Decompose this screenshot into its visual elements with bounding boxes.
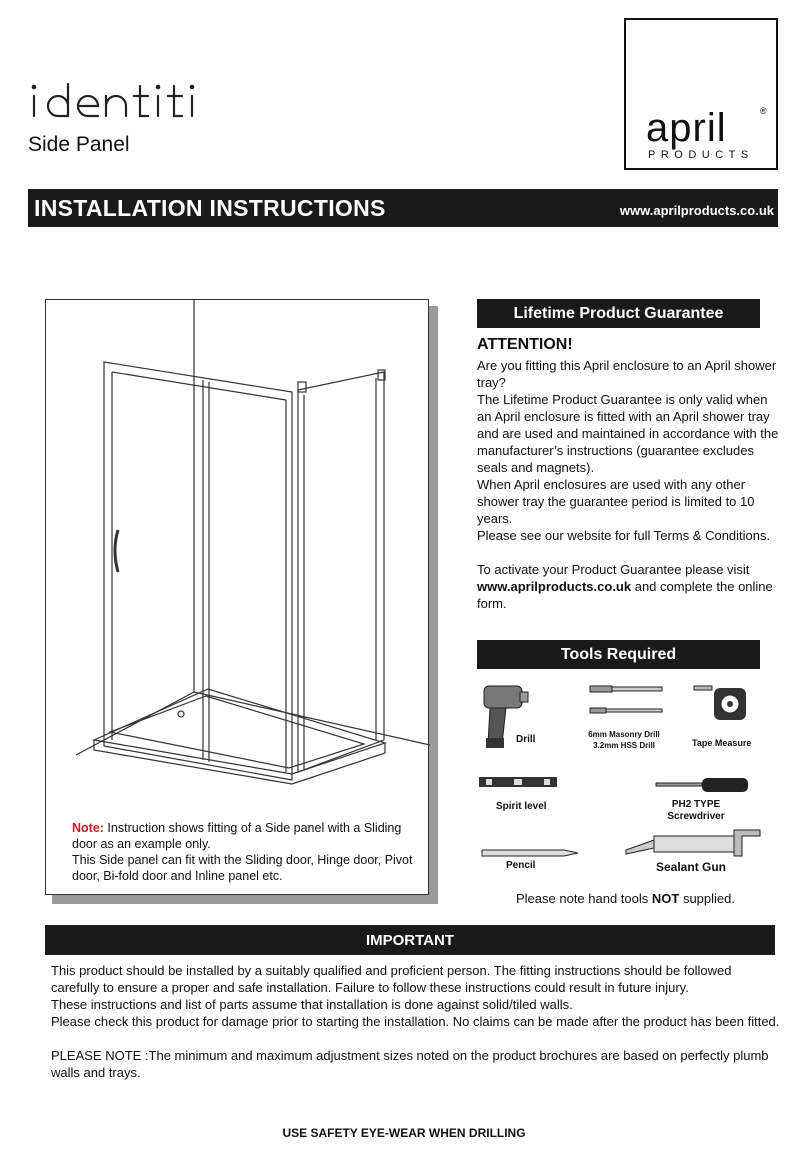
hss-drill-label: 3.2mm HSS Drill (593, 741, 655, 750)
guarantee-p5-text: To activate your Product Guarantee please visit (477, 562, 750, 577)
tools-note-c: supplied. (679, 891, 735, 906)
important-p1: This product should be installed by a suitably qualified and proficient person. The fitting instructions should be followed carefully to ensure a proper and safe installation. Failure to follow these instructions could result in future injury. (51, 963, 732, 995)
tape-measure-icon (692, 684, 752, 724)
important-header: IMPORTANT (45, 925, 775, 955)
attention-heading: ATTENTION! (477, 336, 573, 353)
logo-subtext: PRODUCTS (648, 149, 754, 161)
spirit-level-label: Spirit level (496, 801, 547, 812)
shower-illustration-panel (45, 299, 429, 895)
masonry-drill-label: 6mm Masonry Drill (588, 730, 660, 739)
product-subtitle: Side Panel (28, 133, 130, 156)
important-text (51, 962, 781, 1081)
important-p2: These instructions and list of parts assume that installation is done against solid/tiled walls. (51, 997, 573, 1012)
drill-bits-icon (588, 684, 668, 718)
logo-word: april (646, 106, 727, 150)
sealant-gun-label: Sealant Gun (656, 860, 727, 874)
note-text-2: This Side panel can fit with the Sliding door, Hinge door, Pivot door, Bi-fold door and Inline panel etc. (72, 853, 413, 883)
guarantee-text (477, 357, 782, 612)
drill-label: Drill (516, 734, 536, 745)
website-url: www.aprilproducts.co.uk (619, 203, 774, 218)
tools-header: Tools Required (477, 640, 760, 669)
april-products-logo (624, 18, 778, 170)
guarantee-p2: The Lifetime Product Guarantee is only valid when an April enclosure is fitted with an April shower tray and are used and maintained in accordance with the manufacturer’s instructions (guarantee excludes seals and magnets). (477, 392, 779, 475)
screwdriver-icon (654, 776, 750, 794)
tools-note-a: Please note hand tools (516, 891, 652, 906)
pencil-icon (480, 848, 580, 858)
important-p3: Please check this product for damage prior to starting the installation. No claims can be made after the product has been fitted. (51, 1014, 780, 1029)
guarantee-p4: Please see our website for full Terms & Conditions. (477, 528, 771, 543)
drill-bits-labels (588, 729, 660, 751)
page-title: INSTALLATION INSTRUCTIONS (34, 195, 386, 221)
guarantee-p1: Are you fitting this April enclosure to an April shower tray? (477, 358, 777, 390)
guarantee-header: Lifetime Product Guarantee (477, 299, 760, 328)
identiti-logo (28, 78, 228, 120)
pencil-label: Pencil (506, 860, 536, 871)
tools-note (516, 891, 735, 906)
screwdriver-label: Screwdriver (667, 811, 725, 822)
guarantee-p5-end: and complete the online form. (477, 579, 773, 611)
guarantee-p5 (477, 561, 782, 612)
spirit-level-icon (478, 775, 558, 789)
note-text-1: Instruction shows fitting of a Side panel with a Sliding door as an example only. (72, 821, 402, 851)
important-p4: PLEASE NOTE :The minimum and maximum adjustment sizes noted on the product brochures are based on perfectly plumb walls and trays. (51, 1048, 769, 1080)
logo-registered-mark: ® (760, 106, 767, 116)
guarantee-url: www.aprilproducts.co.uk (477, 579, 632, 594)
note-label: Note: (72, 821, 104, 835)
tools-note-b: NOT (651, 891, 680, 906)
shower-enclosure-drawing (46, 300, 430, 896)
tape-measure-label: Tape Measure (692, 738, 752, 748)
guarantee-p3: When April enclosures are used with any other shower tray the guarantee period is limited to 10 years. (477, 477, 755, 526)
title-banner (28, 189, 778, 227)
screwdriver-type: PH2 TYPE (671, 799, 721, 810)
screwdriver-labels (648, 799, 744, 823)
safety-warning: USE SAFETY EYE-WEAR WHEN DRILLING (282, 1126, 526, 1140)
figure-note (72, 820, 422, 884)
